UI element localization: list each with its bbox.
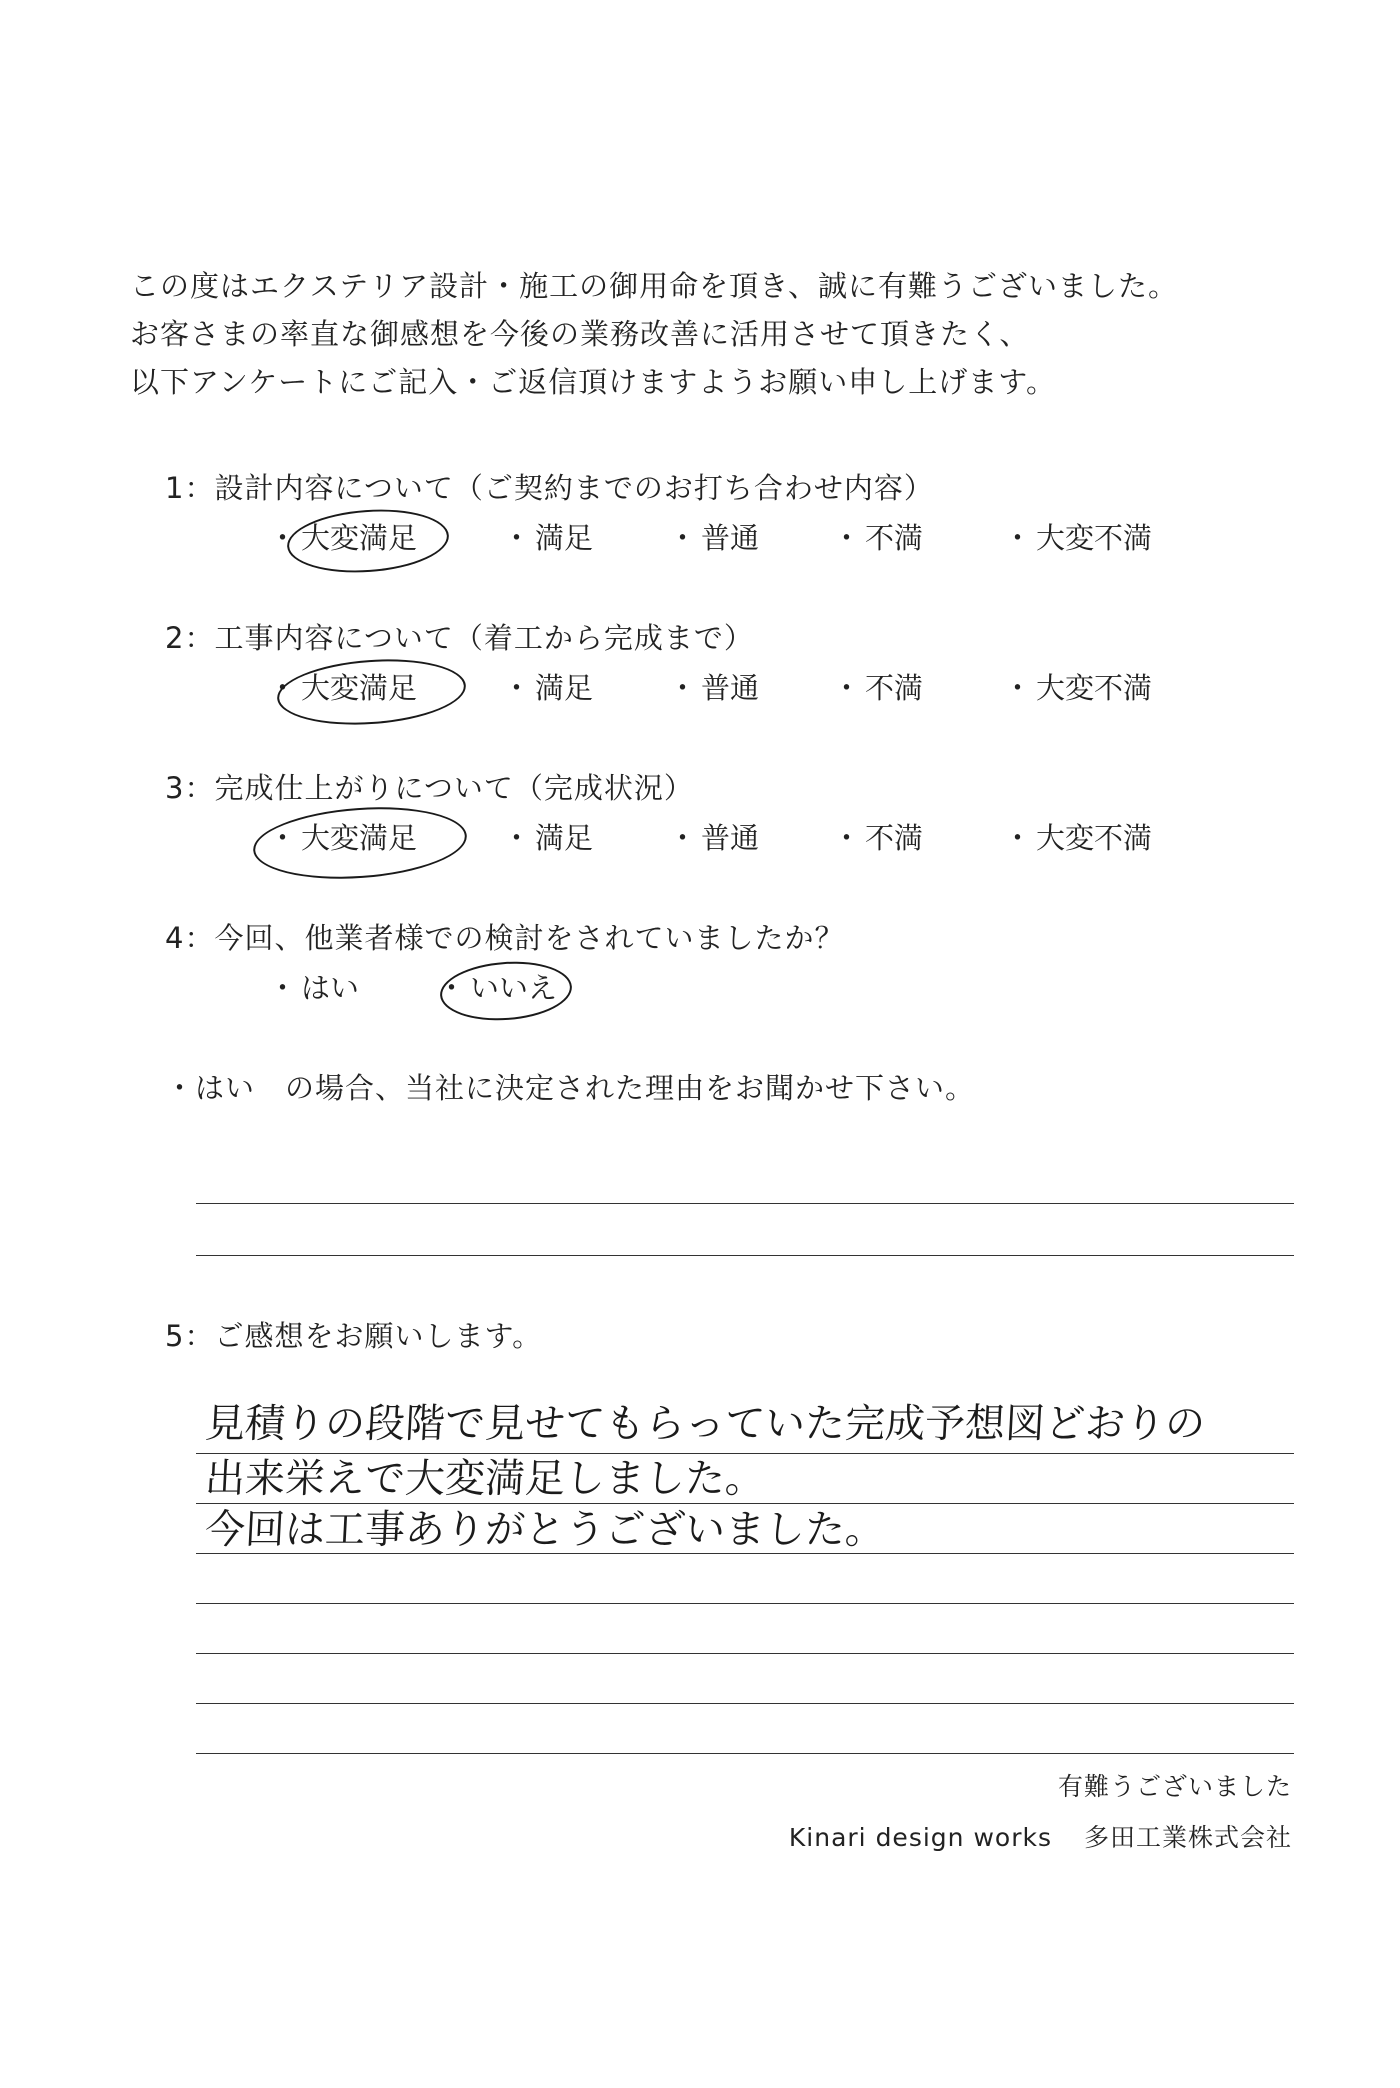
- option-daihen-fuman[interactable]: ・ 大変不満: [1003, 521, 1153, 555]
- option-daihen-manzoku[interactable]: ・ 大変満足: [268, 671, 418, 705]
- option-daihen-manzoku[interactable]: ・ 大変満足: [268, 821, 418, 855]
- option-fuman[interactable]: ・ 不満: [832, 821, 924, 855]
- thanks-text: 有難うございました: [1057, 1772, 1292, 1801]
- answer-line: [196, 1255, 1294, 1256]
- option-iie[interactable]: ・ いいえ: [437, 971, 558, 1005]
- selection-circle: [251, 801, 469, 886]
- intro-line: 以下アンケートにご記入・ご返信頂けますようお願い申し上げます。: [130, 365, 1056, 399]
- question-1-label: 1：設計内容について（ご契約までのお打ち合わせ内容）: [165, 471, 934, 505]
- option-futsuu[interactable]: ・ 普通: [668, 821, 760, 855]
- question-5-label: 5：ご感想をお願いします。: [165, 1319, 543, 1353]
- answer-line: [196, 1753, 1294, 1754]
- option-hai[interactable]: ・ はい: [268, 971, 360, 1005]
- question-3-options: [165, 816, 1265, 866]
- handwritten-answer-line: 出来栄えで大変満足しました。: [203, 1456, 767, 1502]
- company-name: [789, 1821, 1292, 1855]
- option-manzoku[interactable]: ・ 満足: [502, 521, 594, 555]
- option-fuman[interactable]: ・ 不満: [832, 671, 924, 705]
- question-5: [165, 1316, 1265, 1356]
- option-futsuu[interactable]: ・ 普通: [668, 671, 760, 705]
- company-name-en: Kinari design works: [788, 1823, 1052, 1852]
- reason-prompt: ・はい の場合、当社に決定された理由をお聞かせ下さい。: [165, 1071, 976, 1105]
- question-4-label: 4：今回、他業者様での検討をされていましたか？: [165, 921, 845, 955]
- option-manzoku[interactable]: ・ 満足: [502, 671, 594, 705]
- handwritten-answer-line: 今回は工事ありがとうございました。: [203, 1507, 887, 1553]
- company-name-jp: 多田工業株式会社: [1083, 1823, 1292, 1852]
- answer-line: [196, 1553, 1294, 1554]
- question-2-options: [165, 666, 1265, 716]
- question-2-label: 2：工事内容について（着工から完成まで）: [165, 621, 754, 655]
- intro-text: [130, 262, 1310, 406]
- question-1-options: [165, 516, 1265, 566]
- answer-line: [196, 1653, 1294, 1654]
- intro-line: この度はエクステリア設計・施工の御用命を頂き、誠に有難うございました。: [130, 269, 1178, 303]
- answer-line: [196, 1203, 1294, 1204]
- option-manzoku[interactable]: ・ 満足: [502, 821, 594, 855]
- intro-line: お客さまの率直な御感想を今後の業務改善に活用させて頂きたく、: [130, 317, 1030, 351]
- option-daihen-fuman[interactable]: ・ 大変不満: [1003, 821, 1153, 855]
- option-daihen-manzoku[interactable]: ・ 大変満足: [268, 521, 418, 555]
- handwritten-answer-line: 見積りの段階で見せてもらっていた完成予想図どおりの: [203, 1401, 1207, 1447]
- question-1: [165, 468, 1265, 566]
- answer-line: [196, 1703, 1294, 1704]
- question-3-label: 3：完成仕上がりについて（完成状況）: [165, 771, 694, 805]
- question-3: [165, 768, 1265, 866]
- question-4: [165, 918, 1265, 1016]
- question-2: [165, 618, 1265, 716]
- answer-line: [196, 1603, 1294, 1604]
- question-4-options: [165, 966, 1265, 1016]
- answer-line: [196, 1453, 1294, 1454]
- answer-line: [196, 1503, 1294, 1504]
- option-fuman[interactable]: ・ 不満: [832, 521, 924, 555]
- option-futsuu[interactable]: ・ 普通: [668, 521, 760, 555]
- option-daihen-fuman[interactable]: ・ 大変不満: [1003, 671, 1153, 705]
